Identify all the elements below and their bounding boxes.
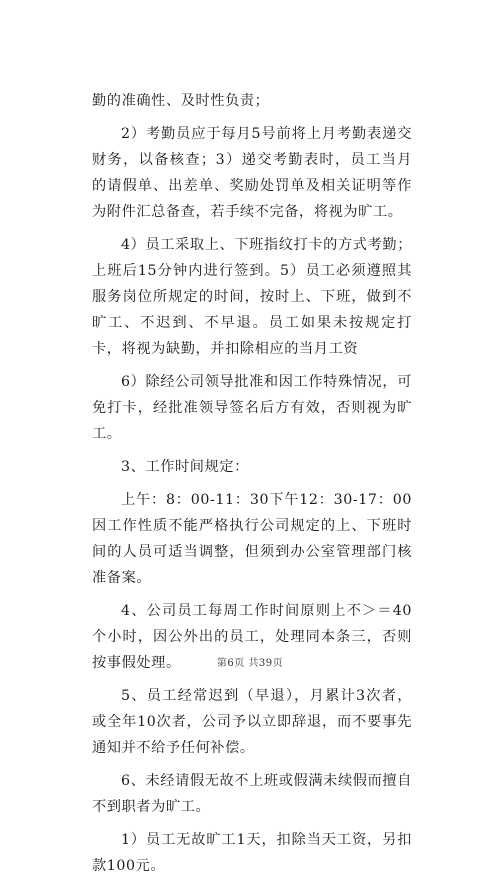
paragraph-lateness: 5、员工经常迟到（早退），月累计3次者，或全年10次者，公司予以立即辞退，而不要事先通知并不给予任何补偿。 [92,688,412,756]
page-footer: 第6页 共39页 [216,658,284,669]
document-body [92,88,412,886]
paragraph-absence-penalty: 1）员工无故旷工1天，扣除当天工资，另扣款100元。 [92,832,412,874]
paragraph-work-hours: 上午：8：00-11：30下午12：30-17：00因工作性质不能严格执行公司规定的上、下班时间的人员可适当调整，但须到办公室管理部门核准备案。 [92,492,412,586]
paragraph-continuation: 勤的准确性、及时性负责； [92,93,270,109]
paragraph-rule-4-5: 4）员工采取上、下班指纹打卡的方式考勤；上班后15分钟内进行签到。5）员工必须遵照其服务岗位所规定的时间，按时上、下班，做到不旷工、不迟到、不早退。员工如果未按规定打卡，将视为缺勤，并扣除相应的当月工资 [92,237,412,357]
paragraph-rule-2-3: 2）考勤员应于每月5号前将上月考勤表递交财务，以备核查；3）递交考勤表时，员工当月的请假单、出差单、奖励处罚单及相关证明等作为附件汇总备查，若手续不完备，将视为旷工。 [92,126,412,220]
paragraph-rule-6: 6）除经公司领导批准和因工作特殊情况，可免打卡，经批准领导签名后方有效，否则视为旷工。 [92,374,412,442]
section-heading-work-hours: 3、工作时间规定： [121,459,249,475]
paragraph-absenteeism: 6、未经请假无故不上班或假满未续假而擅自不到职者为旷工。 [92,773,412,815]
paragraph-weekly-hours: 4、公司员工每周工作时间原则上不＞＝40个小时，因公外出的员工，处理同本条三，否则按事假处理。 [92,603,412,671]
